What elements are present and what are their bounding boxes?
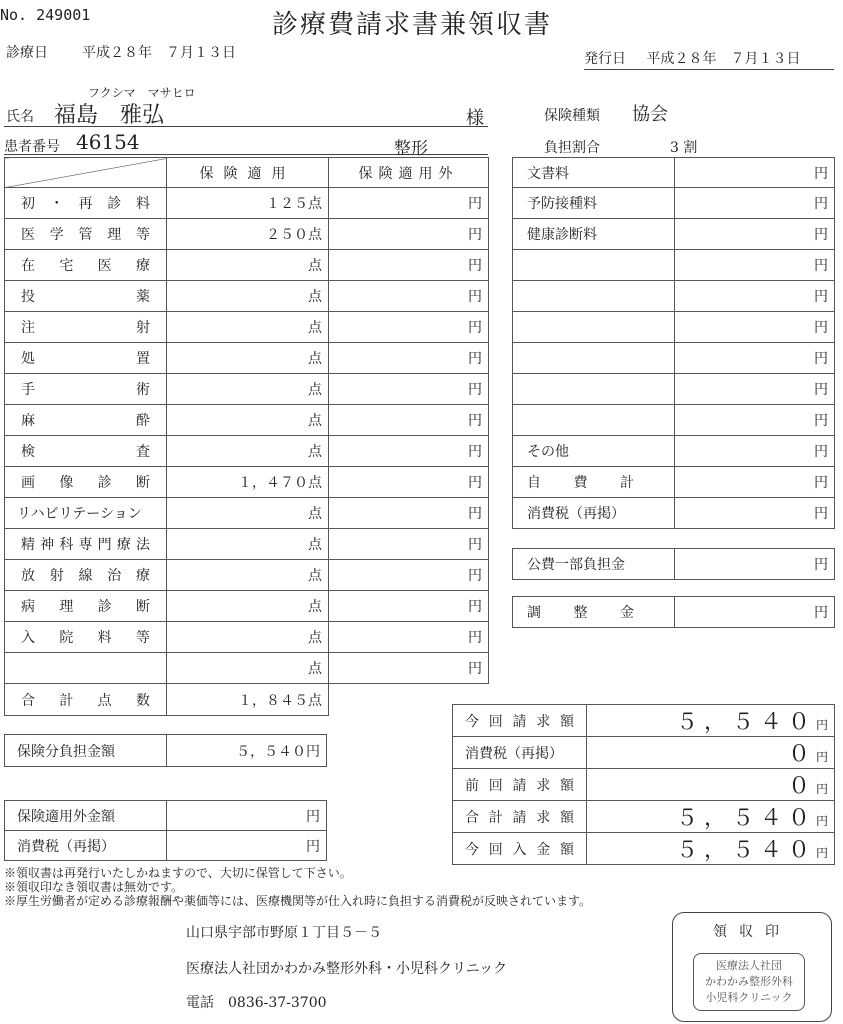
other-fee-row <box>513 405 835 436</box>
fee-row-points: １，４７０点 <box>167 467 329 498</box>
fee-row <box>5 374 489 405</box>
fee-row <box>5 343 489 374</box>
fee-row-label: 医学管理等 <box>5 219 167 250</box>
fee-row-points: 点 <box>167 343 329 374</box>
other-fee-table <box>512 157 835 529</box>
fee-row <box>5 188 489 219</box>
fee-row-label: 精神科専門療法 <box>5 529 167 560</box>
total-points-row <box>5 684 489 716</box>
fee-row-yen: 円 <box>329 281 489 312</box>
fee-row-points: 点 <box>167 374 329 405</box>
other-fee-label: 自費計 <box>513 467 675 498</box>
fee-row-points: 点 <box>167 498 329 529</box>
billing-value: ５，５４０ <box>675 838 816 863</box>
billing-label: 今回請求額 <box>453 705 587 737</box>
billing-unit: 円 <box>815 846 828 860</box>
fee-row-label: 画像診断 <box>5 467 167 498</box>
billing-label: 今回入金額 <box>453 833 587 865</box>
billing-value-cell <box>587 705 835 737</box>
other-fee-label <box>513 281 675 312</box>
fee-row-points: 点 <box>167 436 329 467</box>
patient-name-row <box>4 96 488 127</box>
fee-row-points: 点 <box>167 312 329 343</box>
visit-date-label: 診療日 <box>6 45 48 61</box>
receipt-stamp-box <box>672 912 832 1022</box>
billing-label: 前回請求額 <box>453 769 587 801</box>
clinic-address: 山口県宇部市野原１丁目５－５ <box>186 925 382 941</box>
other-fee-label: 健康診断料 <box>513 219 675 250</box>
fee-row-yen: 円 <box>329 622 489 653</box>
page-title: 診療費請求書兼領収書 <box>272 10 553 40</box>
other-fee-yen: 円 <box>675 281 835 312</box>
fee-row-yen: 円 <box>329 560 489 591</box>
billing-value: ０ <box>787 742 816 767</box>
fee-row <box>5 653 489 684</box>
public-burden-table <box>512 548 835 580</box>
honorific-sama: 様 <box>466 108 484 129</box>
fee-row-label <box>5 653 167 684</box>
fee-row-yen: 円 <box>329 529 489 560</box>
other-fee-yen: 円 <box>675 158 835 188</box>
non-insured-table <box>4 800 327 861</box>
billing-row <box>453 769 835 801</box>
other-fee-row <box>513 467 835 498</box>
billing-unit: 円 <box>815 782 828 796</box>
other-fee-row <box>513 343 835 374</box>
fee-row-points: １２５点 <box>167 188 329 219</box>
fee-row-label: 投薬 <box>5 281 167 312</box>
billing-label: 合計請求額 <box>453 801 587 833</box>
fee-row-yen: 円 <box>329 343 489 374</box>
other-fee-label <box>513 343 675 374</box>
fee-row <box>5 498 489 529</box>
fee-table-header <box>5 158 489 188</box>
billing-value: ０ <box>787 774 816 799</box>
fee-row-yen: 円 <box>329 219 489 250</box>
note-3: ※厚生労働者が定める診療報酬や薬価等には、医療機関等が仕入れ時に負担する消費税が反映されています。 <box>4 894 592 908</box>
insurance-burden-table <box>4 734 327 767</box>
insurance-burden-label: 保険分負担金額 <box>5 735 167 767</box>
other-fee-yen: 円 <box>675 188 835 219</box>
fee-row-points: 点 <box>167 591 329 622</box>
public-burden-label: 公費一部負担金 <box>513 549 675 580</box>
other-fee-label <box>513 405 675 436</box>
fee-row-label: 検査 <box>5 436 167 467</box>
other-fee-yen: 円 <box>675 312 835 343</box>
fee-row-points: 点 <box>167 405 329 436</box>
other-fee-yen: 円 <box>675 467 835 498</box>
fee-row-yen: 円 <box>329 498 489 529</box>
insurance-burden-value: ５，５４０円 <box>167 735 327 767</box>
billing-value-cell <box>587 737 835 769</box>
fee-row <box>5 591 489 622</box>
fee-row-label: 入院料等 <box>5 622 167 653</box>
seal-line-2: かわかみ整形外科 <box>705 975 793 988</box>
other-fee-yen: 円 <box>675 343 835 374</box>
insurance-type: 協会 <box>632 104 668 125</box>
fee-row <box>5 405 489 436</box>
fee-row <box>5 560 489 591</box>
issue-date: 平成２８年 ７月１３日 <box>646 51 801 67</box>
other-fee-label <box>513 250 675 281</box>
burden-ratio: 3 割 <box>670 140 698 156</box>
other-fee-row <box>513 219 835 250</box>
billing-row <box>453 705 835 737</box>
other-fee-row <box>513 158 835 188</box>
name-label: 氏名 <box>6 109 34 125</box>
name-furigana: フクシマ マサヒロ <box>88 86 196 100</box>
other-fee-label: その他 <box>513 436 675 467</box>
fee-row-label: 処置 <box>5 343 167 374</box>
fee-row-yen: 円 <box>329 653 489 684</box>
billing-label: 消費税（再掲） <box>453 737 587 769</box>
other-fee-label: 消費税（再掲） <box>513 498 675 529</box>
other-fee-yen: 円 <box>675 250 835 281</box>
seal-line-1: 医療法人社団 <box>716 959 782 972</box>
billing-row <box>453 833 835 865</box>
fee-row-yen: 円 <box>329 591 489 622</box>
fee-row-yen: 円 <box>329 188 489 219</box>
non-insured-tax-label: 消費税（再掲） <box>5 831 167 861</box>
header-non-insured: 保険適用外 <box>329 158 489 188</box>
other-fee-row <box>513 312 835 343</box>
note-1: ※領収書は再発行いたしかねますので、大切に保管して下さい。 <box>4 866 352 880</box>
patient-id-row <box>4 130 488 159</box>
clinic-seal <box>693 953 805 1011</box>
billing-unit: 円 <box>815 814 828 828</box>
patient-id: 46154 <box>76 130 140 154</box>
fee-row-yen: 円 <box>329 250 489 281</box>
billing-unit: 円 <box>815 718 828 732</box>
billing-value-cell <box>587 769 835 801</box>
billing-value: ５，５４０ <box>675 710 816 735</box>
insurance-type-label: 保険種類 <box>544 108 600 124</box>
fee-row-points: 点 <box>167 622 329 653</box>
billing-value-cell <box>587 833 835 865</box>
fee-row-points: 点 <box>167 281 329 312</box>
visit-date: 平成２８年 ７月１３日 <box>82 45 236 61</box>
other-fee-yen: 円 <box>675 436 835 467</box>
burden-ratio-label: 負担割合 <box>544 140 600 156</box>
fee-row-yen: 円 <box>329 467 489 498</box>
fee-row <box>5 529 489 560</box>
fee-row-points: 点 <box>167 529 329 560</box>
clinic-phone: 電話 0836-37-3700 <box>186 995 327 1011</box>
billing-value-cell <box>587 801 835 833</box>
fee-row <box>5 622 489 653</box>
total-points-value: １，８４５点 <box>167 684 329 716</box>
fee-row-points: ２５０点 <box>167 219 329 250</box>
fee-row-yen: 円 <box>329 436 489 467</box>
fee-row-label: 病理診断 <box>5 591 167 622</box>
fee-row-yen: 円 <box>329 374 489 405</box>
other-fee-row <box>513 374 835 405</box>
billing-table <box>452 704 835 865</box>
total-points-label: 合計点数 <box>5 684 167 716</box>
fee-row-points: 点 <box>167 250 329 281</box>
other-fee-yen: 円 <box>675 405 835 436</box>
billing-value: ５，５４０ <box>675 806 816 831</box>
public-burden-yen: 円 <box>675 549 835 580</box>
fee-row-label: 在宅医療 <box>5 250 167 281</box>
fee-row <box>5 281 489 312</box>
billing-row <box>453 737 835 769</box>
department: 整形 <box>394 139 428 159</box>
fee-table <box>4 157 489 716</box>
fee-row-yen: 円 <box>329 405 489 436</box>
patient-name: 福島 雅弘 <box>54 103 165 128</box>
fee-row <box>5 436 489 467</box>
fee-row-yen: 円 <box>329 312 489 343</box>
billing-unit: 円 <box>815 750 828 764</box>
fee-row <box>5 312 489 343</box>
non-insured-value: 円 <box>167 801 327 831</box>
fee-row <box>5 250 489 281</box>
receipt-number: No. 249001 <box>0 6 91 24</box>
other-fee-row <box>513 188 835 219</box>
other-fee-yen: 円 <box>675 374 835 405</box>
fee-row-label: 麻酔 <box>5 405 167 436</box>
other-fee-label: 文書料 <box>513 158 675 188</box>
other-fee-row <box>513 498 835 529</box>
fee-row <box>5 467 489 498</box>
other-fee-yen: 円 <box>675 219 835 250</box>
other-fee-row <box>513 250 835 281</box>
fee-row-label: 放射線治療 <box>5 560 167 591</box>
issue-date-block <box>584 48 834 70</box>
other-fee-label: 予防接種料 <box>513 188 675 219</box>
issue-date-label: 発行日 <box>584 51 626 67</box>
other-fee-label <box>513 312 675 343</box>
adjustment-table <box>512 596 835 628</box>
fee-row-label: リハビリテーション <box>5 498 167 529</box>
patient-id-label: 患者番号 <box>4 139 60 155</box>
receipt-stamp-label: 領収印 <box>713 924 791 940</box>
fee-row-points: 点 <box>167 653 329 684</box>
fee-row-points: 点 <box>167 560 329 591</box>
other-fee-yen: 円 <box>675 498 835 529</box>
adjustment-yen: 円 <box>675 597 835 628</box>
fee-row <box>5 219 489 250</box>
other-fee-row <box>513 281 835 312</box>
non-insured-label: 保険適用外金額 <box>5 801 167 831</box>
clinic-name: 医療法人社団かわかみ整形外科・小児科クリニック <box>186 961 508 977</box>
seal-line-3: 小児科クリニック <box>705 991 793 1004</box>
header-insured: 保険適用 <box>167 158 329 188</box>
other-fee-row <box>513 436 835 467</box>
non-insured-tax-value: 円 <box>167 831 327 861</box>
fee-row-label: 注射 <box>5 312 167 343</box>
note-2: ※領収印なき領収書は無効です。 <box>4 880 184 894</box>
adjustment-label: 調整金 <box>513 597 675 628</box>
billing-row <box>453 801 835 833</box>
header-diagonal-cell <box>5 158 167 188</box>
fee-row-label: 初・再診料 <box>5 188 167 219</box>
fee-row-label: 手術 <box>5 374 167 405</box>
other-fee-label <box>513 374 675 405</box>
